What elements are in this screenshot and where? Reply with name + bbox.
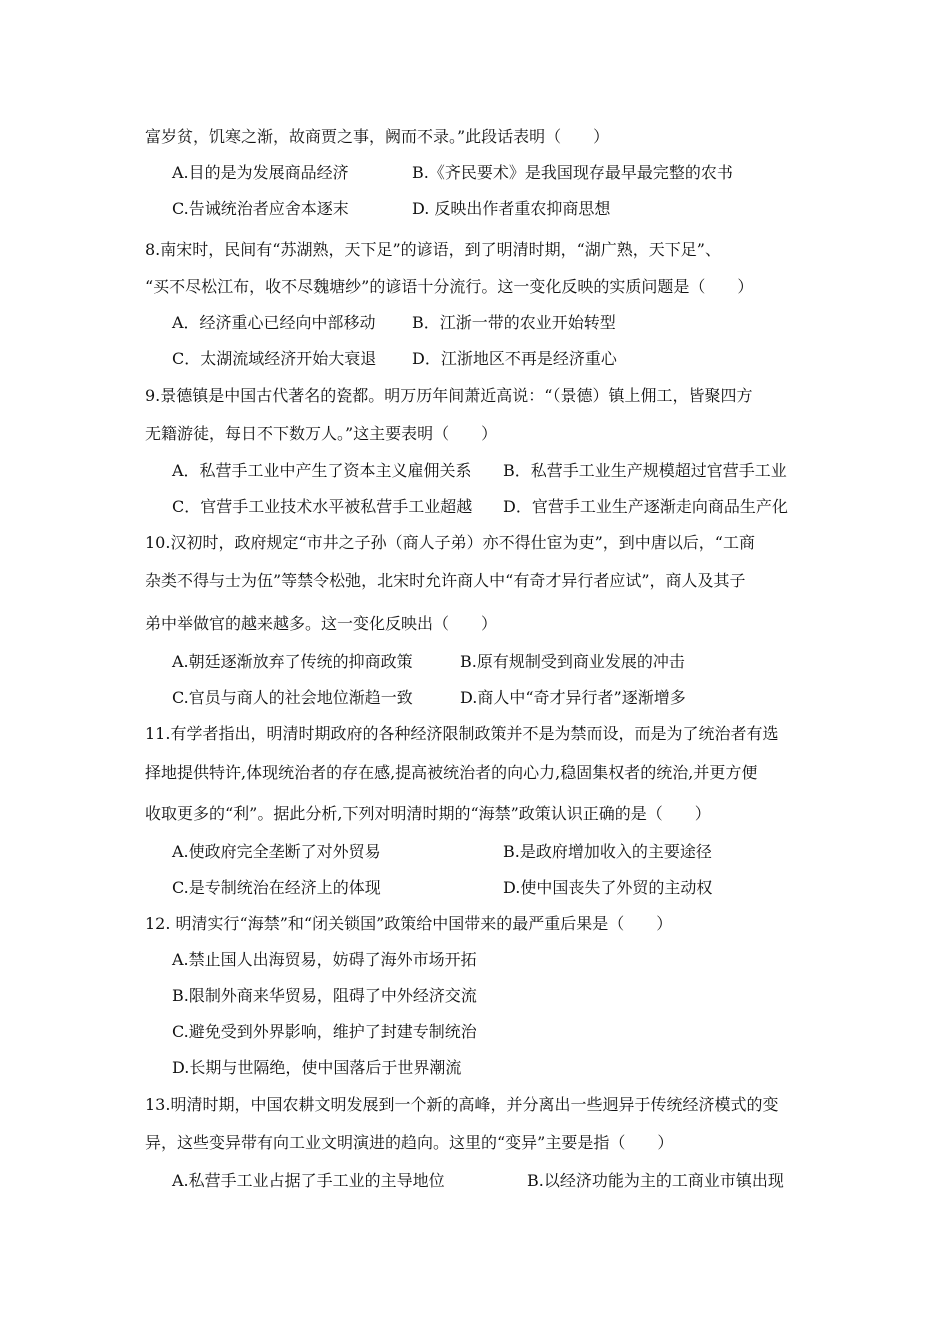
question-9-option-a: A．私营手工业中产生了资本主义雇佣关系 (172, 461, 472, 480)
question-9-stem-line-2: 无籍游徒，每日不下数万人。”这主要表明（ ） (145, 424, 498, 443)
question-10-option-a: A.朝廷逐渐放弃了传统的抑商政策 (172, 652, 413, 671)
question-10-option-c: C.官员与商人的社会地位渐趋一致 (172, 688, 413, 707)
question-13-option-b: B.以经济功能为主的工商业市镇出现 (527, 1171, 784, 1190)
question-12-option-d: D.长期与世隔绝，使中国落后于世界潮流 (172, 1058, 462, 1077)
question-8-stem-line-2: “买不尽松江布，收不尽魏塘纱”的谚语十分流行。这一变化反映的实质问题是（ ） (145, 277, 754, 296)
question-8-option-a: A．经济重心已经向中部移动 (172, 313, 376, 332)
question-7-continuation: 富岁贫，饥寒之渐，故商贾之事，阙而不录。”此段话表明（ ） (145, 127, 610, 146)
question-9-option-b: B．私营手工业生产规模超过官营手工业 (503, 461, 787, 480)
question-12-option-a: A.禁止国人出海贸易，妨碍了海外市场开拓 (172, 950, 477, 969)
question-12-option-c: C.避免受到外界影响，维护了封建专制统治 (172, 1022, 477, 1041)
question-12-stem: 12. 明清实行“海禁”和“闭关锁国”政策给中国带来的最严重后果是（ ） (145, 914, 673, 933)
question-7-option-c: C.告诫统治者应舍本逐末 (172, 199, 349, 218)
question-11-stem-line-2: 择地提供特许,体现统治者的存在感,提高被统治者的向心力,稳固集权者的统治,并更方便 (145, 763, 758, 782)
question-10-stem-line-2: 杂类不得与士为伍”等禁令松弛，北宋时允许商人中“有奇才异行者应试”，商人及其子 (145, 571, 746, 590)
question-8-option-b: B．江浙一带的农业开始转型 (412, 313, 616, 332)
question-8-option-c: C．太湖流域经济开始大衰退 (172, 349, 377, 368)
question-10-stem-line-1: 10.汉初时，政府规定“市井之子孙（商人子弟）亦不得仕宦为吏”，到中唐以后，“工商 (145, 533, 755, 552)
question-9-option-c: C．官营手工业技术水平被私营手工业超越 (172, 497, 473, 516)
question-10-option-b: B.原有规制受到商业发展的冲击 (460, 652, 685, 671)
question-11-stem-line-3: 收取更多的“利”。据此分析,下列对明清时期的“海禁”政策认识正确的是（ ） (145, 804, 711, 823)
question-9-stem-line-1: 9.景德镇是中国古代著名的瓷都。明万历年间萧近高说：“（景德）镇上佣工，皆聚四方 (145, 386, 753, 405)
question-9-option-d: D．官营手工业生产逐渐走向商品生产化 (503, 497, 788, 516)
question-7-option-d: D. 反映出作者重农抑商思想 (412, 199, 611, 218)
question-11-option-a: A.使政府完全垄断了对外贸易 (172, 842, 381, 861)
question-13-stem-line-1: 13.明清时期，中国农耕文明发展到一个新的高峰，并分离出一些迥异于传统经济模式的变 (145, 1095, 779, 1114)
question-10-stem-line-3: 弟中举做官的越来越多。这一变化反映出（ ） (145, 614, 498, 633)
question-7-option-a: A.目的是为发展商品经济 (172, 163, 349, 182)
question-13-stem-line-2: 异，这些变异带有向工业文明演进的趋向。这里的“变异”主要是指（ ） (145, 1133, 674, 1152)
question-8-option-d: D．江浙地区不再是经济重心 (412, 349, 617, 368)
question-8-stem-line-1: 8.南宋时，民间有“苏湖熟，天下足”的谚语，到了明清时期，“湖广熟，天下足”、 (145, 240, 721, 259)
question-11-option-b: B.是政府增加收入的主要途径 (503, 842, 712, 861)
question-11-stem-line-1: 11.有学者指出，明清时期政府的各种经济限制政策并不是为禁而设，而是为了统治者有选 (145, 724, 779, 743)
question-11-option-d: D.使中国丧失了外贸的主动权 (503, 878, 713, 897)
question-13-option-a: A.私营手工业占据了手工业的主导地位 (172, 1171, 445, 1190)
question-11-option-c: C.是专制统治在经济上的体现 (172, 878, 381, 897)
question-12-option-b: B.限制外商来华贸易，阻碍了中外经济交流 (172, 986, 477, 1005)
question-7-option-b: B.《齐民要术》是我国现存最早最完整的农书 (412, 163, 733, 182)
question-10-option-d: D.商人中“奇才异行者”逐渐增多 (460, 688, 686, 707)
